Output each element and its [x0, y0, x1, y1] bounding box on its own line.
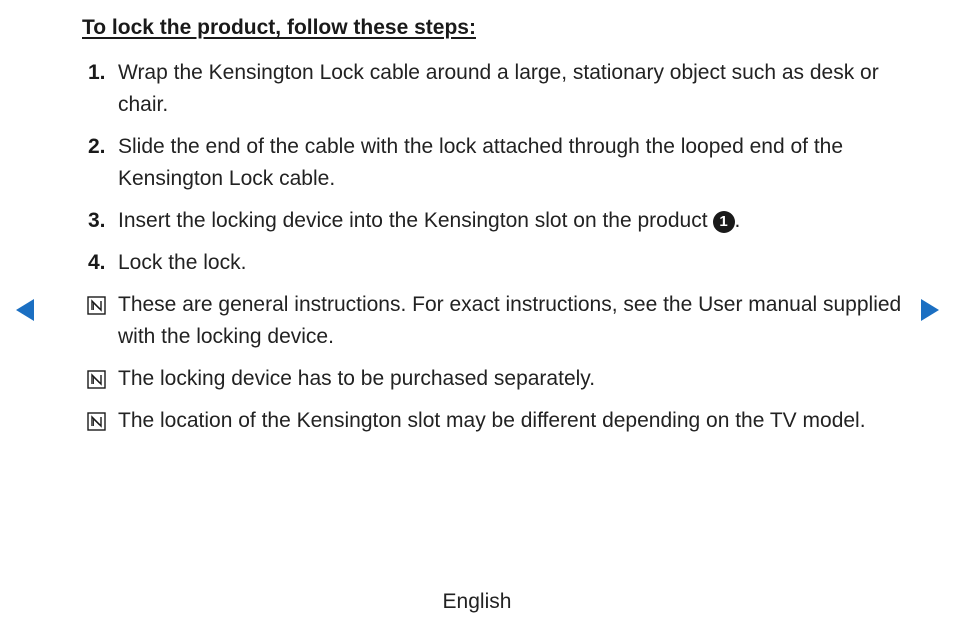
section-heading: To lock the product, follow these steps: — [82, 16, 476, 39]
note-icon — [87, 370, 106, 389]
footer-language: English — [442, 590, 512, 613]
note-text: The location of the Kensington slot may be different depending on the TV model. — [118, 409, 866, 432]
step-item — [86, 205, 916, 237]
callout-number-icon: 1 — [713, 211, 735, 233]
previous-page-button[interactable] — [16, 299, 34, 321]
note-text: The locking device has to be purchased separately. — [118, 367, 596, 390]
step-number: 4. — [88, 251, 106, 274]
step-number: 2. — [88, 135, 106, 158]
note-item — [86, 363, 916, 395]
step-text: Wrap the Kensington Lock cable around a large, stationary object such as desk or chair. — [118, 61, 879, 116]
step-text-suffix: . — [734, 209, 741, 232]
note-icon — [87, 296, 106, 315]
step-text: Insert the locking device into the Kensington slot on the product — [118, 209, 708, 232]
note-text: These are general instructions. For exact instructions, see the User manual supplied with the locking device. — [118, 293, 902, 348]
step-number: 1. — [88, 61, 106, 84]
step-text: Slide the end of the cable with the lock attached through the looped end of the Kensington Lock cable. — [118, 135, 844, 190]
step-item — [86, 131, 916, 195]
note-item — [86, 405, 916, 437]
step-text: Lock the lock. — [118, 251, 247, 274]
note-icon — [87, 412, 106, 431]
step-item — [86, 57, 916, 121]
next-page-button[interactable] — [921, 299, 939, 321]
step-number: 3. — [88, 209, 106, 232]
step-item — [86, 247, 916, 279]
instructions-content — [86, 57, 916, 447]
note-item — [86, 289, 916, 353]
